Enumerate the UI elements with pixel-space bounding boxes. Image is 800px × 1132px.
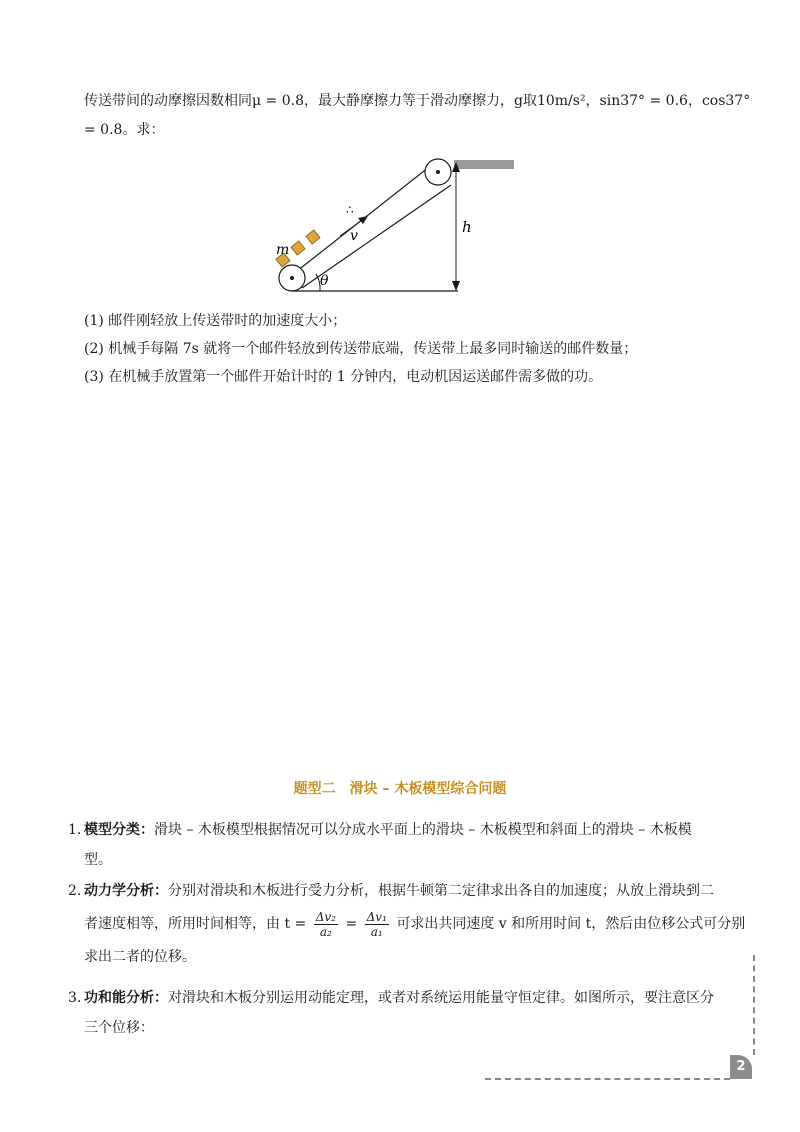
item-text-cont-2: 求出二者的位移。: [84, 949, 196, 965]
item-text-cont: 型。: [84, 852, 112, 868]
item-label: 模型分类：: [84, 822, 154, 838]
item-number: 3.: [68, 990, 82, 1006]
item-label: 动力学分析：: [84, 883, 168, 899]
equals-sign: =: [345, 916, 358, 932]
question-3: (3) 在机械手放置第一个邮件开始计时的 1 分钟内，电动机因运送邮件需多做的功。: [84, 369, 603, 385]
label-h: h: [462, 218, 472, 236]
fraction-dv2-a2: $\frac{\text{Δv₂}}{\text{a₂}}$: [315, 909, 336, 939]
fraction-dv1-a1: $\frac{\text{Δv₁}}{\text{a₁}}$: [366, 909, 387, 939]
page-number: 2: [730, 1055, 752, 1079]
platform: [454, 160, 514, 169]
item-text: 分别对滑块和木板进行受力分析，根据牛顿第二定律求出各自的加速度；从放上滑块到二: [168, 883, 714, 899]
question-1: (1) 邮件刚轻放上传送带时的加速度大小；: [84, 313, 347, 329]
label-v: v: [350, 228, 358, 244]
continuation-dots: ∴: [346, 203, 354, 217]
page-corner-dashed-horizontal: [485, 1078, 730, 1080]
item-work-energy-analysis: [68, 983, 748, 1043]
label-theta: θ: [320, 273, 329, 289]
question-2: (2) 机械手每隔 7s 就将一个邮件轻放到传送带底端，传送带上最多同时输送的邮件数量；: [84, 341, 638, 357]
item-model-classification: [68, 815, 748, 875]
item-dynamics-analysis: [68, 876, 748, 972]
item-number: 1.: [68, 822, 82, 838]
conveyor-belt-diagram: [270, 150, 530, 300]
item-number: 2.: [68, 883, 82, 899]
intro-line-2: = 0.8。求：: [84, 122, 165, 138]
item-text-cont-b: 可求出共同速度 v 和所用时间 t，然后由位移公式可分别: [396, 916, 746, 932]
item-text-cont-a: 者速度相等，所用时间相等，由 t =: [84, 916, 307, 932]
page-corner-dashed-vertical: [753, 955, 755, 1055]
item-text: 对滑块和木板分别运用动能定理，或者对系统运用能量守恒定律。如图所示，要注意区分: [168, 990, 714, 1006]
item-label: 功和能分析：: [84, 990, 168, 1006]
intro-line-1: 传送带间的动摩擦因数相同μ = 0.8，最大静摩擦力等于滑动摩擦力，g取10m/s²，sin37° = 0.6，cos37°: [84, 93, 751, 109]
label-m: m: [276, 242, 290, 258]
item-text: 滑块 – 木板模型根据情况可以分成水平面上的滑块 – 木板模型和斜面上的滑块 – 木板模: [154, 822, 692, 838]
item-text-cont: 三个位移：: [84, 1020, 154, 1036]
section-title: 题型二 滑块 – 木板模型综合问题: [293, 781, 507, 797]
